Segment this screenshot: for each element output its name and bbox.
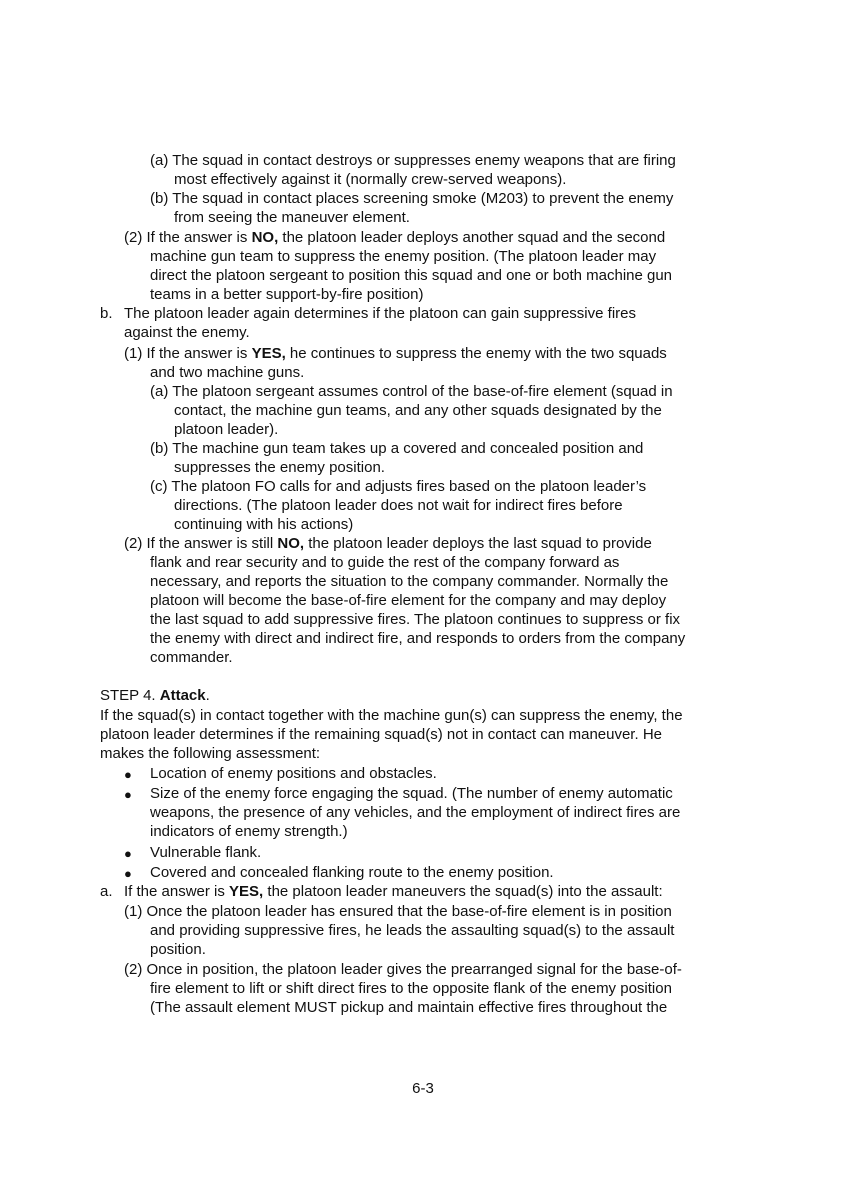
subitem-b-line1: (b) The squad in contact places screening smoke (M203) to prevent the enemy [150, 190, 674, 207]
item-b1a-line2: contact, the machine gun teams, and any other squads designated by the [174, 402, 662, 419]
bullet-item-2-line2: weapons, the presence of any vehicles, and the employment of indirect fires are [150, 804, 681, 821]
bullet-icon: ● [124, 866, 132, 881]
item-b1c-line2: directions. (The platoon leader does not wait for indirect fires before [174, 497, 623, 514]
bullet-icon: ● [124, 846, 132, 861]
item-b-line1: b. The platoon leader again determines if the platoon can gain suppressive fires [100, 305, 636, 322]
item-a2-line2: fire element to lift or shift direct fires to the opposite flank of the enemy position [150, 980, 672, 997]
item-2-line4: teams in a better support-by-fire position) [150, 286, 424, 303]
item-b2-line4: platoon will become the base-of-fire element for the company and may deploy [150, 592, 667, 609]
item-b1a-line1: (a) The platoon sergeant assumes control of the base-of-fire element (squad in [150, 383, 673, 400]
bullet-item-4: Covered and concealed flanking route to the enemy position. [150, 864, 554, 881]
item-2-line2: machine gun team to suppress the enemy position. (The platoon leader may [150, 248, 657, 265]
item-b1a-line3: platoon leader). [174, 421, 279, 438]
item-b1-line2: and two machine guns. [150, 364, 305, 381]
item-a2-line3: (The assault element MUST pickup and maintain effective fires throughout the [150, 999, 668, 1016]
bullet-icon: ● [124, 767, 132, 782]
item-2-line3: direct the platoon sergeant to position this squad and one or both machine gun [150, 267, 673, 284]
item-b2-line1: (2) If the answer is still NO, the platoon leader deploys the last squad to provide [124, 535, 652, 552]
step4-heading: STEP 4. Attack. [100, 687, 210, 704]
item-a1-line1: (1) Once the platoon leader has ensured that the base-of-fire element is in position [124, 903, 672, 920]
bullet-item-2-line3: indicators of enemy strength.) [150, 823, 348, 840]
item-b2-line2: flank and rear security and to guide the rest of the company forward as [150, 554, 620, 571]
item-b2-line7: commander. [150, 649, 233, 666]
item-b1c-line3: continuing with his actions) [174, 516, 354, 533]
subitem-a-line2: most effectively against it (normally crew-served weapons). [174, 171, 567, 188]
item-b1c-line1: (c) The platoon FO calls for and adjusts fires based on the platoon leader’s [150, 478, 647, 495]
item-b-line2: against the enemy. [124, 324, 250, 341]
item-a-line1: a. If the answer is YES, the platoon leader maneuvers the squad(s) into the assault: [100, 883, 663, 900]
item-b2-line5: the last squad to add suppressive fires. The platoon continues to suppress or fix [150, 611, 681, 628]
item-a2-line1: (2) Once in position, the platoon leader gives the prearranged signal for the base-of- [124, 961, 682, 978]
item-a1-line2: and providing suppressive fires, he leads the assaulting squad(s) to the assault [150, 922, 675, 939]
item-b2-line6: the enemy with direct and indirect fire, and responds to orders from the company [150, 630, 686, 647]
bullet-item-1: Location of enemy positions and obstacles. [150, 765, 437, 782]
page-number: 6-3 [412, 1080, 434, 1097]
item-b1b-line2: suppresses the enemy position. [174, 459, 385, 476]
bullet-item-2-line1: Size of the enemy force engaging the squad. (The number of enemy automatic [150, 785, 673, 802]
step4-para-line1: If the squad(s) in contact together with the machine gun(s) can suppress the enemy, the [100, 707, 683, 724]
item-a1-line3: position. [150, 941, 206, 958]
item-b1b-line1: (b) The machine gun team takes up a covered and concealed position and [150, 440, 644, 457]
item-b2-line3: necessary, and reports the situation to the company commander. Normally the [150, 573, 669, 590]
bullet-icon: ● [124, 787, 132, 802]
item-2-line1: (2) If the answer is NO, the platoon leader deploys another squad and the second [124, 229, 666, 246]
subitem-a-line1: (a) The squad in contact destroys or suppresses enemy weapons that are firing [150, 152, 676, 169]
subitem-b-line2: from seeing the maneuver element. [174, 209, 410, 226]
item-b1-line1: (1) If the answer is YES, he continues to suppress the enemy with the two squads [124, 345, 667, 362]
bullet-item-3: Vulnerable flank. [150, 844, 262, 861]
step4-para-line3: makes the following assessment: [100, 745, 321, 762]
step4-para-line2: platoon leader determines if the remaining squad(s) not in contact can maneuver. He [100, 726, 662, 743]
